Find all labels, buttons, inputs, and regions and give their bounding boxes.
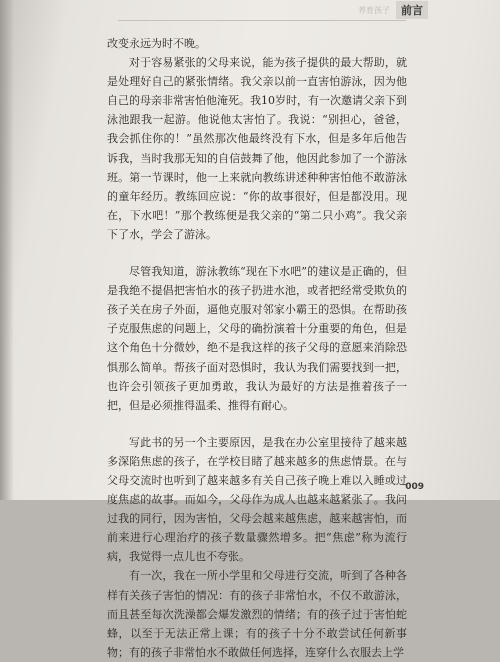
page-number: 009 bbox=[405, 482, 424, 492]
page-gutter-shadow bbox=[0, 0, 14, 500]
paragraph-5: 有一次，我在一所小学里和父母进行交流，听到了各种各样有关孩子害怕的情况：有的孩子非常怕水，不仅不敢游泳，而且甚至每次洗澡都会爆发激烈的情绪；有的孩子过于害怕蛇蜂，以至于无法正常上课；有的孩子十分不敢尝试任何新事物；有的孩子非常怕水不敢做任何选择，连穿什么衣服去上学 bbox=[107, 569, 407, 659]
header-series-title: 养育孩子 bbox=[358, 5, 390, 15]
paragraph-1: 改变永远为时不晚。 bbox=[107, 37, 206, 50]
header-divider bbox=[118, 20, 406, 21]
running-header bbox=[358, 2, 428, 18]
header-chapter-title: 前言 bbox=[396, 1, 428, 19]
paragraph-2: 对于容易紧张的父母来说，能为孩子提供的最大帮助，就是处理好自己的紧张情绪。我父亲以前一直害怕游泳，因为他自己的母亲非常害怕他淹死。我10岁时，有一次邀请父亲下到泳池跟我一起游。他说他太害怕了。我说：“别担心，爸爸，我会抓住你的！”虽然那次他最终没有下水，但是多年后他告诉我，当时我那无知的自信鼓舞了他，他因此参加了一个游泳班。第一节课时，他一上来就向教练讲述种种害怕他不敢游泳的童年经历。教练回应说：“你的故事很好，但是都没用。现在，下水吧！”那个教练便是我父亲的“第二只小鸡”。我父亲下了水，学会了游泳。 bbox=[107, 56, 407, 241]
paragraph-spacer bbox=[107, 244, 407, 262]
paragraph-spacer bbox=[107, 415, 407, 433]
paragraph-3: 尽管我知道，游泳教练“现在下水吧”的建议是正确的，但是我绝不提倡把害怕水的孩子扔进水池，或者把经常受欺负的孩子关在房子外面，逼他克服对邻家小霸王的恐惧。在帮助孩子克服焦虑的问题上，父母的确扮演着十分重要的角色，但是这个角色十分微妙，绝不是我这样的孩子父母的意愿来消除恐惧那么简单。帮孩子面对恐惧时，我认为我们需要找到一把，也许会引领孩子更加勇敢，我认为最好的方法是推着孩子一把，但是必须推得温柔、推得有耐心。 bbox=[107, 265, 407, 412]
paragraph-4: 写此书的另一个主要原因，是我在办公室里接待了越来越多深陷焦虑的孩子，在学校目睹了越来越多的焦虑情景。在与父母交流时也听到了越来越多有关自己孩子晚上难以入睡或过度焦虑的故事。而如今，父母作为成人也越来越紧张了。我问过我的同行，因为害怕，父母会越来越焦虑，越来越害怕，而前来进行心理治疗的孩子数量骤然增多。把“焦虑”称为流行病，我觉得一点儿也不夸张。 bbox=[107, 435, 407, 564]
body-text bbox=[107, 34, 407, 662]
